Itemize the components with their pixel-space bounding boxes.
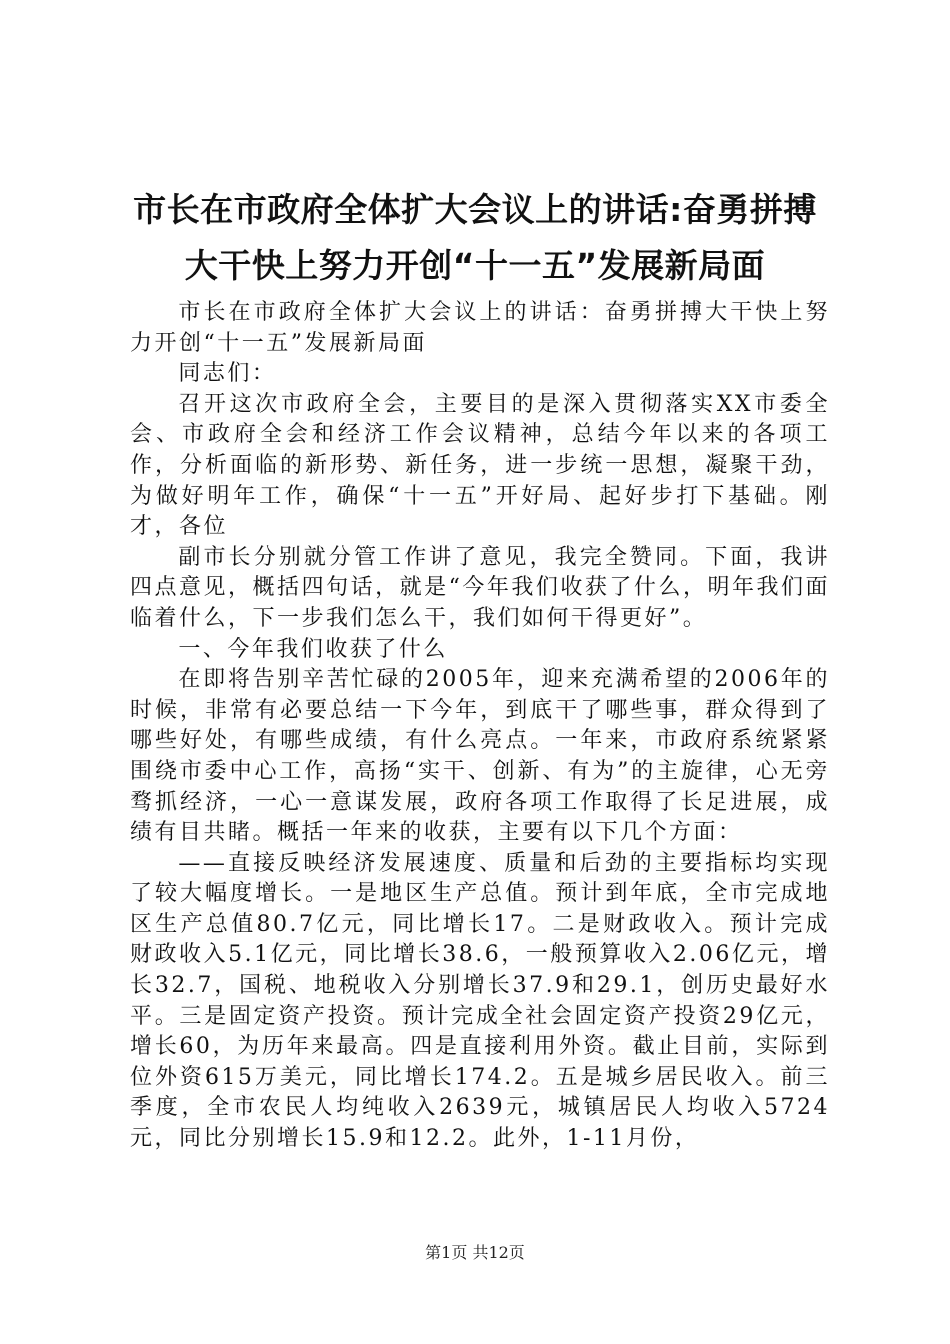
page-number: 第1页 共12页 [425, 1243, 525, 1262]
paragraph-purpose: 召开这次市政府全会，主要目的是深入贯彻落实XX市委全会、市政府全会和经济工作会议精神，总结今年以来的各项工作，分析面临的新形势、新任务，进一步统一思想，凝聚干劲，为做好明年工作，确保“十一五”开好局、起好步打下基础。刚才，各位 [130, 391, 830, 540]
paragraph-heading-repeat: 市长在市政府全体扩大会议上的讲话：奋勇拼搏大干快上努力开创“十一五”发展新局面 [130, 300, 830, 356]
paragraph-salutation: 同志们： [178, 361, 277, 387]
paragraph-indicators: ——直接反映经济发展速度、质量和后劲的主要指标均实现了较大幅度增长。一是地区生产总值。预计到年底，全市完成地区生产总值80.7亿元，同比增长17。二是财政收入。预计完成财政收入5.1亿元，同比增长38.6，一般预算收入2.06亿元，增长32.7，国税、地税收入分别增长37.9和29.1，创历史最好水平。三是固定资产投资。预计完成全社会固定资产投资29亿元，增长60，为历年来最高。四是直接利用外资。截止目前，实际到位外资615万美元，同比增长174.2。五是城乡居民收入。前三季度，全市农民人均纯收入2639元，城镇居民人均收入5724元，同比分别增长15.9和12.2。此外，1-11月份， [130, 850, 830, 1152]
section-heading-1: 一、今年我们收获了什么 [178, 636, 448, 662]
document-title: 市长在市政府全体扩大会议上的讲话:奋勇拼搏大干快上努力开创“十一五”发展新局面 [133, 190, 817, 285]
paragraph-outline: 副市长分别就分管工作讲了意见，我完全赞同。下面，我讲四点意见，概括四句话，就是“今年我们收获了什么，明年我们面临着什么，下一步我们怎么干，我们如何干得更好”。 [130, 544, 830, 631]
paragraph-review: 在即将告别辛苦忙碌的2005年，迎来充满希望的2006年的时候，非常有必要总结一下今年，到底干了哪些事，群众得到了哪些好处，有哪些成绩，有什么亮点。一年来，市政府系统紧紧围绕市委中心工作，高扬“实干、创新、有为”的主旋律，心无旁骛抓经济，一心一意谋发展，政府各项工作取得了长足进展，成绩有目共睹。概括一年来的收获，主要有以下几个方面： [130, 667, 830, 846]
document-body [130, 298, 830, 1155]
